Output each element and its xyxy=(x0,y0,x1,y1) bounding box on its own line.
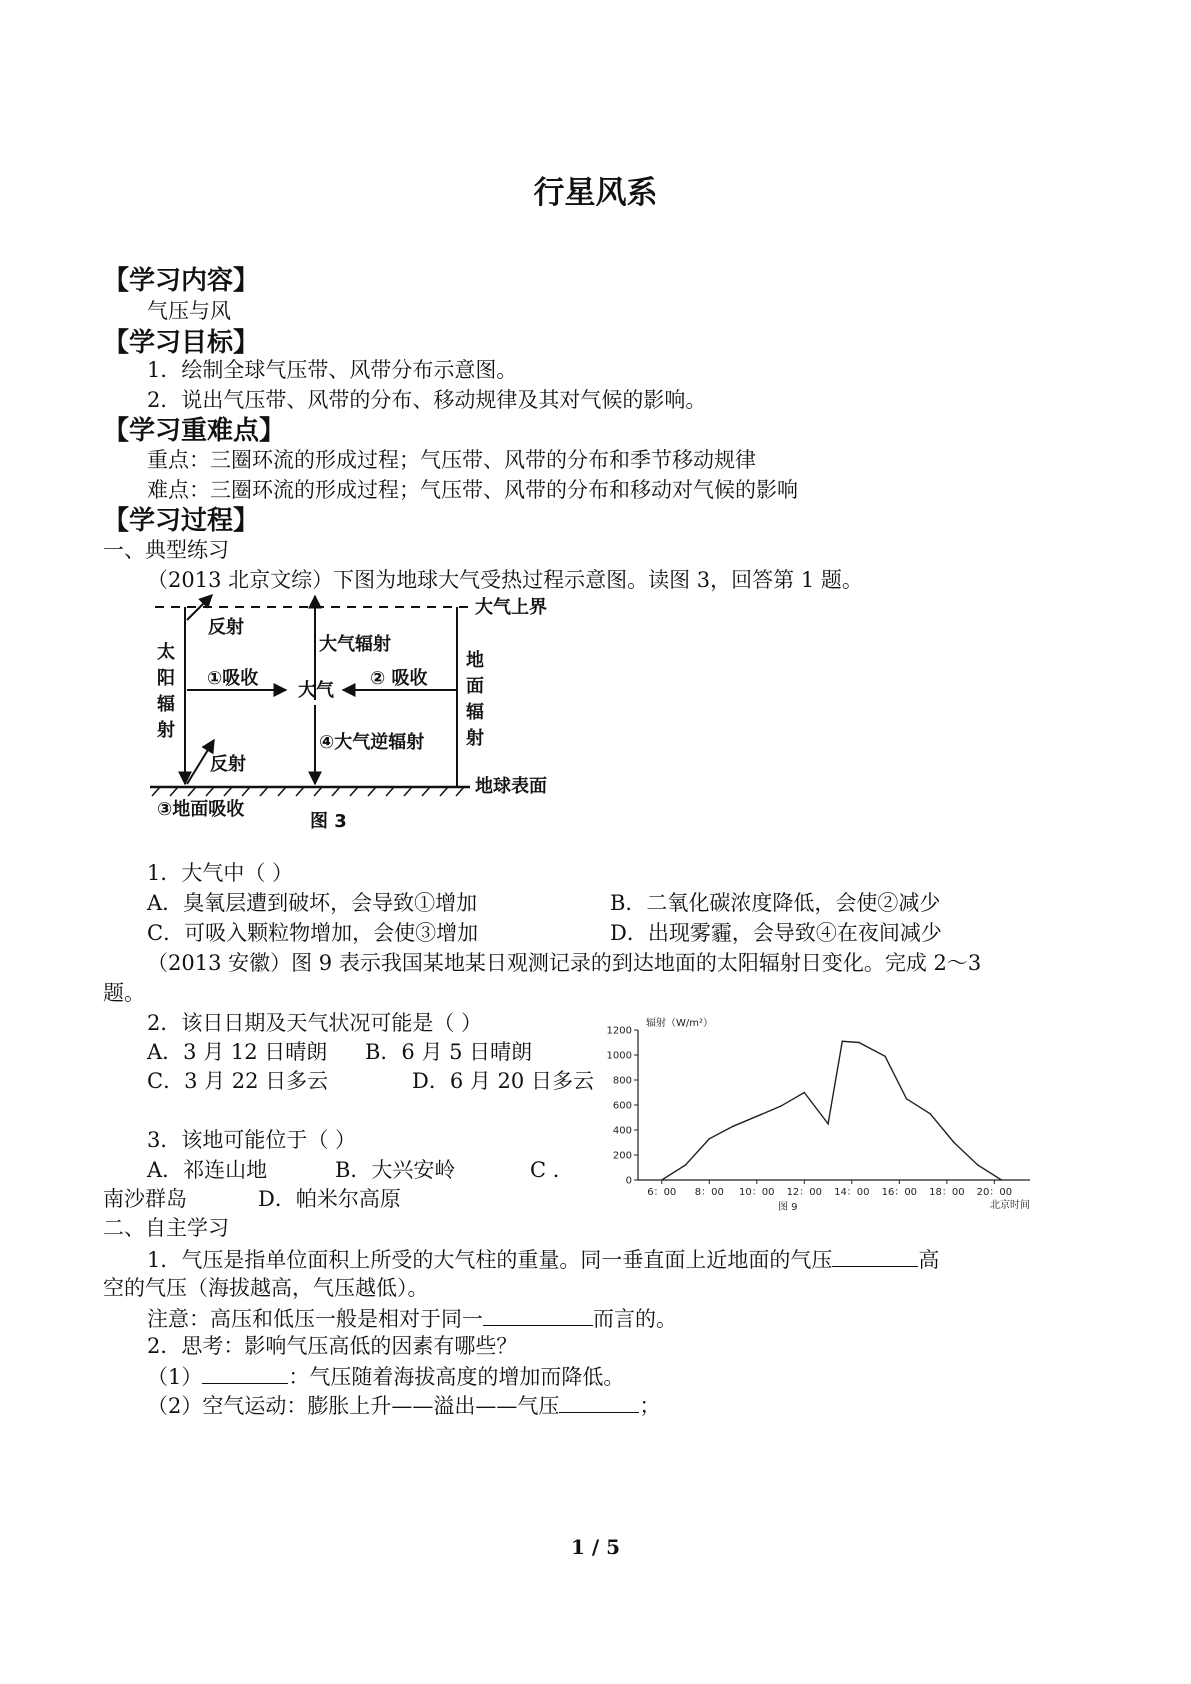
x-tick-label-4: 14：00 xyxy=(834,1187,870,1198)
blank-1[interactable] xyxy=(832,1248,918,1267)
data-point-4 xyxy=(756,1115,758,1117)
reflect-bottom-label: 反射 xyxy=(210,754,246,775)
radiation-chart xyxy=(600,1010,1040,1220)
data-point-6 xyxy=(804,1092,806,1094)
ground-hatch xyxy=(152,787,464,796)
y-tick-label-1200: 1200 xyxy=(606,1025,632,1037)
radiation-series-line xyxy=(662,1041,1002,1180)
goal-heading: 【学习目标】 xyxy=(103,328,260,358)
q3-option-c: C ． xyxy=(530,1158,574,1182)
keypoint-heading: 【学习重难点】 xyxy=(103,416,286,446)
keypoint-2: 难点：三圈环流的形成过程；气压带、风带的分布和移动对气候的影响 xyxy=(147,478,798,502)
p1-continuation: 空的气压（海拔越高，气压越低）。 xyxy=(103,1276,429,1300)
process-heading: 【学习过程】 xyxy=(103,506,260,536)
q3-option-d: D．帕米尔高原 xyxy=(258,1187,401,1211)
q1-stem: 1．大气中（ ） xyxy=(147,861,294,885)
factor1-text-a: （1） xyxy=(147,1365,203,1389)
ground-absorb-label: ③地面吸收 xyxy=(157,799,245,820)
heating-diagram xyxy=(140,592,570,837)
content-heading: 【学习内容】 xyxy=(103,266,260,296)
y-tick-label-200: 200 xyxy=(612,1150,632,1162)
atm-rad-label: 大气辐射 xyxy=(319,634,391,655)
x-tick-label-6: 18：00 xyxy=(929,1187,965,1198)
right-label-2: 面 xyxy=(466,676,484,697)
data-point-5 xyxy=(780,1105,782,1107)
center-label: 大气 xyxy=(298,680,334,701)
y-tick-label-600: 600 xyxy=(612,1100,632,1112)
data-point-7 xyxy=(827,1123,829,1125)
factor2-text-b: ； xyxy=(639,1394,661,1418)
p1-text-a: 1．气压是指单位面积上所受的大气柱的重量。同一垂直面上近地面的气压 xyxy=(147,1248,833,1272)
think-line: 2．思考：影响气压高低的因素有哪些？ xyxy=(147,1334,518,1358)
content-text: 气压与风 xyxy=(147,299,231,323)
data-point-1 xyxy=(685,1164,687,1166)
reflect-top-label: 反射 xyxy=(208,617,244,638)
data-point-14 xyxy=(977,1164,979,1166)
note-text-a: 注意：高压和低压一般是相对于同一 xyxy=(147,1307,483,1331)
chart-caption: 图 9 xyxy=(778,1202,798,1213)
q3-option-c-cont: 南沙群岛 xyxy=(103,1187,187,1211)
p1-line xyxy=(147,1248,939,1271)
right-label-4: 射 xyxy=(466,728,484,749)
data-point-12 xyxy=(929,1113,931,1115)
x-tick-label-0: 6：00 xyxy=(647,1187,677,1198)
part2-heading: 二、自主学习 xyxy=(103,1216,229,1240)
q2-option-c: C．3 月 22 日多云 xyxy=(147,1069,329,1093)
x-tick-label-3: 12：00 xyxy=(786,1187,823,1198)
note-text-b: 而言的。 xyxy=(593,1307,677,1331)
q1-option-b: B．二氧化碳浓度降低，会使②减少 xyxy=(610,891,941,915)
bottom-label: 地球表面 xyxy=(475,776,547,797)
q2-option-b: B．6 月 5 日晴朗 xyxy=(365,1040,533,1064)
absorb1-label: ①吸收 xyxy=(207,668,259,689)
data-point-10 xyxy=(884,1055,886,1057)
page-number: 1 / 5 xyxy=(570,1535,621,1559)
q2-intro-line1: （2013 安徽）图 9 表示我国某地某日观测记录的到达地面的太阳辐射日变化。完成 2～3 xyxy=(147,951,982,975)
x-tick-label-2: 10：00 xyxy=(739,1187,775,1198)
right-label-1: 地 xyxy=(466,650,484,671)
left-label-3: 辐 xyxy=(157,694,175,715)
part1-intro: （2013 北京文综）下图为地球大气受热过程示意图。读图 3，回答第 1 题。 xyxy=(147,568,863,592)
factor1-line xyxy=(147,1365,624,1388)
page-title: 行星风系 xyxy=(533,175,658,211)
x-tick-label-7: 20：00 xyxy=(976,1187,1013,1198)
data-point-11 xyxy=(906,1098,908,1100)
q3-stem: 3．该地可能位于（ ） xyxy=(147,1128,357,1152)
keypoint-1: 重点：三圈环流的形成过程；气压带、风带的分布和季节移动规律 xyxy=(147,448,756,472)
diagram-caption: 图 3 xyxy=(310,811,347,832)
data-point-15 xyxy=(1001,1179,1003,1181)
goal-2: 2．说出气压带、风带的分布、移动规律及其对气候的影响。 xyxy=(147,388,707,412)
data-point-9 xyxy=(858,1042,860,1044)
right-label-3: 辐 xyxy=(466,702,484,723)
factor2-text-a: （2）空气运动：膨胀上升——溢出——气压 xyxy=(147,1394,560,1418)
blank-3[interactable] xyxy=(202,1365,288,1384)
q2-option-d: D．6 月 20 日多云 xyxy=(412,1069,594,1093)
x-tick-label-5: 16：00 xyxy=(881,1187,918,1198)
part1-heading: 一、典型练习 xyxy=(103,538,229,562)
left-label-1: 太 xyxy=(157,642,175,663)
q2-stem: 2．该日日期及天气状况可能是（ ） xyxy=(147,1011,483,1035)
q2-intro-line2: 题。 xyxy=(103,981,145,1005)
x-tick-label-1: 8：00 xyxy=(694,1187,724,1198)
x-axis-label: 北京时间 xyxy=(990,1200,1030,1211)
q3-option-b: B．大兴安岭 xyxy=(335,1158,456,1182)
q3-option-a: A．祁连山地 xyxy=(147,1158,268,1182)
y-tick-label-800: 800 xyxy=(612,1075,632,1087)
q1-option-a: A．臭氧层遭到破坏，会导致①增加 xyxy=(147,891,478,915)
q1-option-c: C．可吸入颗粒物增加，会使③增加 xyxy=(147,921,479,945)
y-tick-label-0: 0 xyxy=(625,1175,632,1187)
y-tick-label-1000: 1000 xyxy=(606,1050,632,1062)
note-line xyxy=(147,1307,677,1330)
blank-4[interactable] xyxy=(559,1394,639,1413)
goal-1: 1．绘制全球气压带、风带分布示意图。 xyxy=(147,358,518,382)
q1-option-d: D．出现雾霾，会导致④在夜间减少 xyxy=(610,921,942,945)
q2-option-a: A．3 月 12 日晴朗 xyxy=(147,1040,328,1064)
factor1-text-b: ：气压随着海拔高度的增加而降低。 xyxy=(288,1365,625,1389)
data-point-13 xyxy=(953,1142,955,1144)
absorb2-label: ② 吸收 xyxy=(370,668,428,689)
factor2-line xyxy=(147,1394,660,1417)
left-label-2: 阳 xyxy=(157,668,175,689)
counter-rad-label: ④大气逆辐射 xyxy=(319,732,425,753)
p1-text-b: 高 xyxy=(918,1248,940,1272)
y-tick-label-400: 400 xyxy=(612,1125,632,1137)
y-axis-label: 辐射（W/m²） xyxy=(646,1018,714,1029)
data-point-3 xyxy=(732,1125,734,1127)
data-point-0 xyxy=(661,1179,663,1181)
blank-2[interactable] xyxy=(483,1307,593,1326)
top-label: 大气上界 xyxy=(475,597,547,618)
left-label-4: 射 xyxy=(157,720,175,741)
data-point-2 xyxy=(708,1138,710,1140)
data-point-8 xyxy=(842,1040,844,1042)
